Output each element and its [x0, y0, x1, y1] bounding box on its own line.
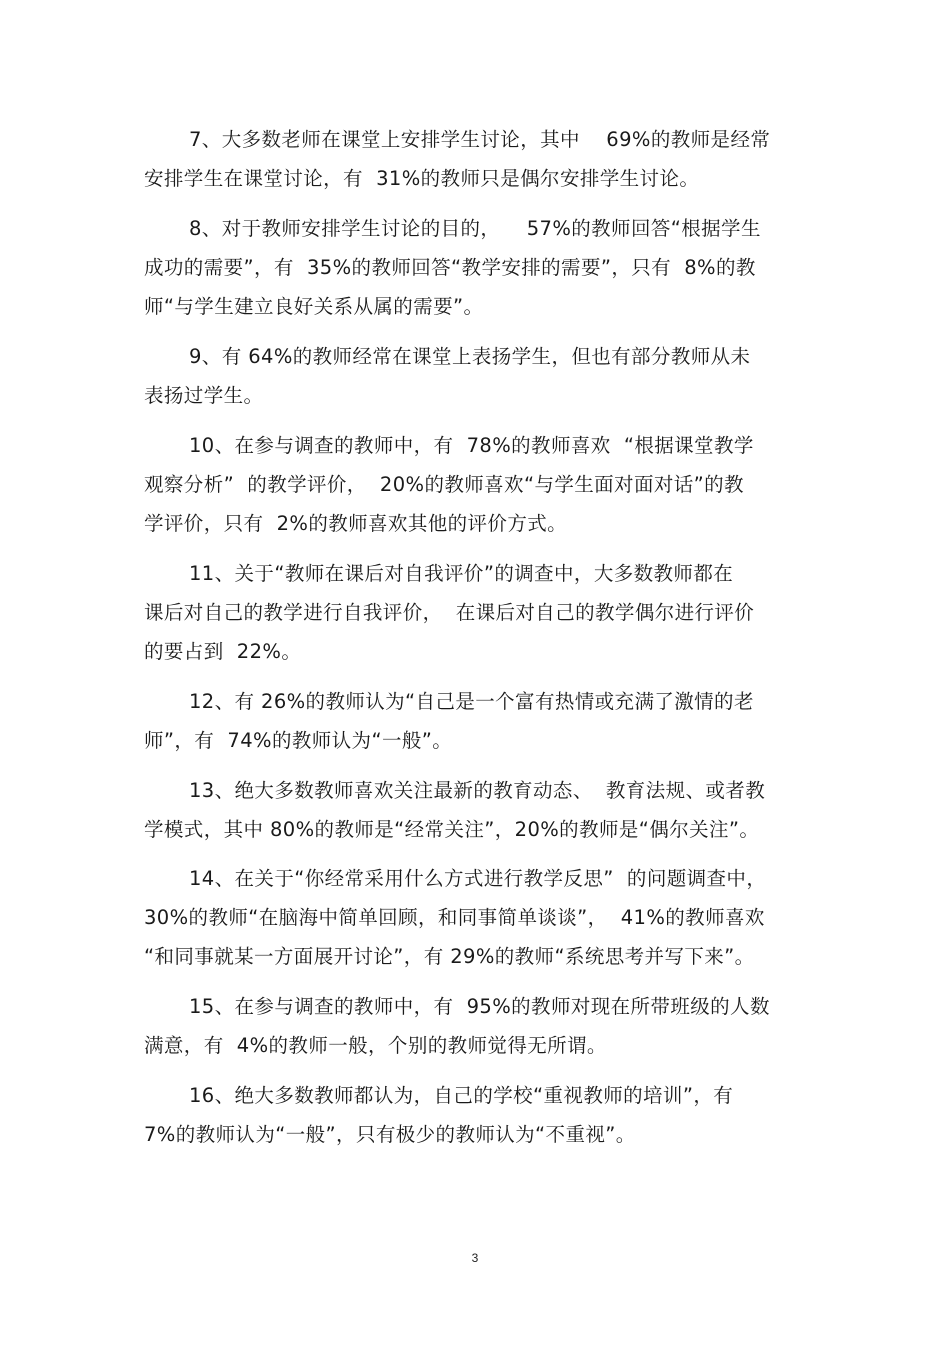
paragraph-line: 10、在参与调查的教师中，有 78%的教师喜欢 “根据课堂教学 [189, 434, 754, 457]
paragraph-line: 学模式，其中 80%的教师是“经常关注”，20%的教师是“偶尔关注”。 [144, 818, 760, 841]
paragraph-line: 观察分析” 的教学评价， 20%的教师喜欢“与学生面对面对话”的教 [144, 473, 744, 496]
paragraph-line: 表扬过学生。 [144, 384, 264, 407]
paragraph-line: 的要占到 22%。 [144, 640, 302, 663]
paragraph-line: 13、绝大多数教师喜欢关注最新的教育动态、 教育法规、或者教 [189, 779, 766, 802]
paragraph-line: 满意，有 4%的教师一般，个别的教师觉得无所谓。 [144, 1034, 607, 1057]
paragraph-line: 12、有 26%的教师认为“自己是一个富有热情或充满了激情的老 [189, 690, 754, 713]
paragraph-line: 学评价，只有 2%的教师喜欢其他的评价方式。 [144, 512, 568, 535]
paragraph-line: 课后对自己的教学进行自我评价， 在课后对自己的教学偶尔进行评价 [144, 601, 755, 624]
paragraph-line: “和同事就某一方面展开讨论”，有 29%的教师“系统思考并写下来”。 [144, 945, 755, 968]
paragraph-line: 16、绝大多数教师都认为，自己的学校“重视教师的培训”，有 [189, 1084, 734, 1107]
paragraph-line: 14、在关于“你经常采用什么方式进行教学反思” 的问题调查中， [189, 867, 767, 890]
paragraph-line: 师“与学生建立良好关系从属的需要”。 [144, 295, 484, 318]
paragraph-line: 8、对于教师安排学生讨论的目的， 57%的教师回答“根据学生 [189, 217, 761, 240]
paragraph-line: 师”，有 74%的教师认为“一般”。 [144, 729, 453, 752]
paragraph-line: 15、在参与调查的教师中，有 95%的教师对现在所带班级的人数 [189, 995, 770, 1018]
paragraph-line: 7%的教师认为“一般”，只有极少的教师认为“不重视”。 [144, 1123, 636, 1146]
paragraph-line: 30%的教师“在脑海中简单回顾，和同事简单谈谈”， 41%的教师喜欢 [144, 906, 765, 929]
paragraph-line: 安排学生在课堂讨论，有 31%的教师只是偶尔安排学生讨论。 [144, 167, 700, 190]
paragraph-line: 7、大多数老师在课堂上安排学生讨论，其中 69%的教师是经常 [189, 128, 771, 151]
page-number: 3 [471, 1251, 479, 1265]
paragraph-line: 成功的需要”，有 35%的教师回答“教学安排的需要”，只有 8%的教 [144, 256, 756, 279]
paragraph-line: 9、有 64%的教师经常在课堂上表扬学生，但也有部分教师从未 [189, 345, 751, 368]
paragraph-line: 11、关于“教师在课后对自我评价”的调查中，大多数教师都在 [189, 562, 734, 585]
